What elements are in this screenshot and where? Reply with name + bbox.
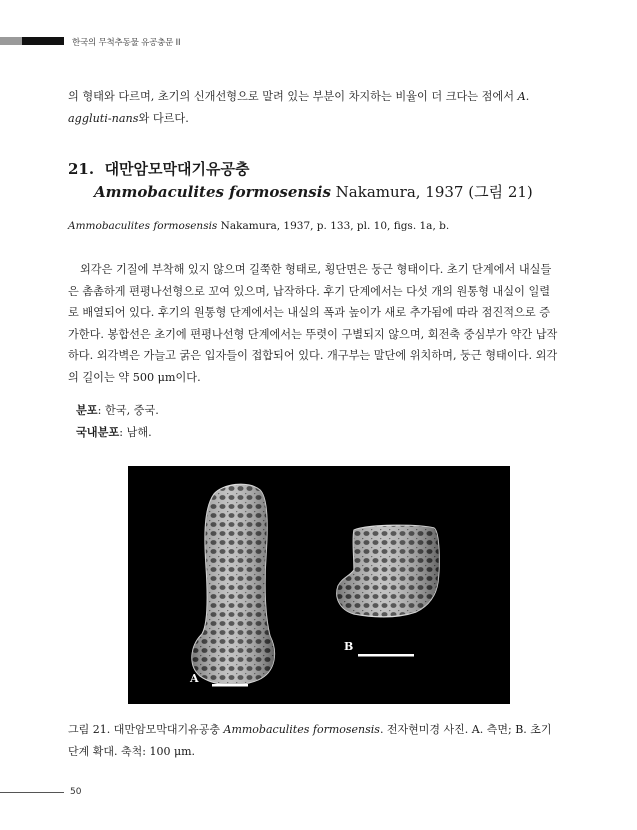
- species-subheading: [94, 181, 533, 202]
- species-korean-name: 대만암모막대기유공충: [104, 160, 250, 178]
- header-accent-grey: [0, 37, 22, 45]
- domestic-distribution-label: 국내분포: [76, 425, 120, 439]
- domestic-distribution-value: : 남해.: [119, 426, 152, 439]
- sem-micrograph: [128, 466, 510, 704]
- specimen-b: [337, 525, 439, 617]
- domestic-distribution-line: [76, 424, 152, 440]
- scale-bar-b: [358, 654, 414, 657]
- page-number: 50: [70, 787, 82, 797]
- previous-paragraph: [68, 86, 559, 129]
- figure-caption: [68, 719, 559, 762]
- species-heading: [68, 158, 249, 179]
- figure-label-b: B: [344, 640, 354, 653]
- figure-label-a: A: [190, 672, 199, 685]
- caption-suffix: . 전자현미경 사진. A. 측면; B. 초기단계 확대. 축척: 100 μm.: [68, 723, 552, 758]
- species-number: 21.: [68, 160, 95, 178]
- distribution-label: 분포: [76, 403, 98, 417]
- distribution-value: : 한국, 중국.: [97, 404, 159, 417]
- scale-bar-a: [212, 684, 248, 687]
- distribution-line: [76, 402, 159, 418]
- synonym-name: Ammobaculites formosensis: [68, 220, 218, 232]
- sem-figure: [128, 466, 510, 704]
- prev-text-2: 와 다르다.: [138, 111, 189, 125]
- running-header: 한국의 무척추동물 유공충문 II: [72, 38, 181, 48]
- prev-species-italic: A. aggluti-nans: [68, 90, 530, 125]
- prev-text-1: 의 형태와 다르며, 초기의 신개선형으로 말려 있는 부분이 차지하는 비율이 더 크다는 점에서: [68, 90, 518, 103]
- species-figure-ref: (그림 21): [463, 183, 533, 201]
- species-authority: Nakamura, 1937: [330, 183, 464, 201]
- caption-species-italic: Ammobaculites formosensis: [223, 723, 380, 736]
- synonym-citation: [68, 220, 449, 232]
- caption-prefix: 그림 21. 대만암모막대기유공충: [68, 723, 224, 736]
- footer-rule: [0, 792, 64, 793]
- description-paragraph: 외각은 기질에 부착해 있지 않으며 길쭉한 형태로, 횡단면은 둥근 형태이다. 초기 단계에서 내실들은 촘촘하게 편평나선형으로 꼬여 있으며, 납작하다. 후기 단계에서는 다섯 개의 원통형 내실이 일렬로 배열되어 있다. 후기의 원통형 단계에서는 내실의 폭과 높이가 새로 추가됨에 따라 점진적으로 증가한다. 봉합선은 초기에 편평나선형 단계에서는 뚜렷이 구별되지 않으며, 회전축 중심부가 약간 납작하다. 외각벽은 가늘고 굵은 입자들이 접합되어 있다. 개구부는 말단에 위치하며, 둥근 형태이다. 외각의 길이는 약 500 μm이다.: [68, 263, 558, 384]
- synonym-reference: Nakamura, 1937, p. 133, pl. 10, figs. 1a, b.: [217, 220, 450, 232]
- species-scientific-name: Ammobaculites formosensis: [94, 183, 331, 201]
- specimen-a: [192, 484, 275, 685]
- header-accent-black: [22, 37, 64, 45]
